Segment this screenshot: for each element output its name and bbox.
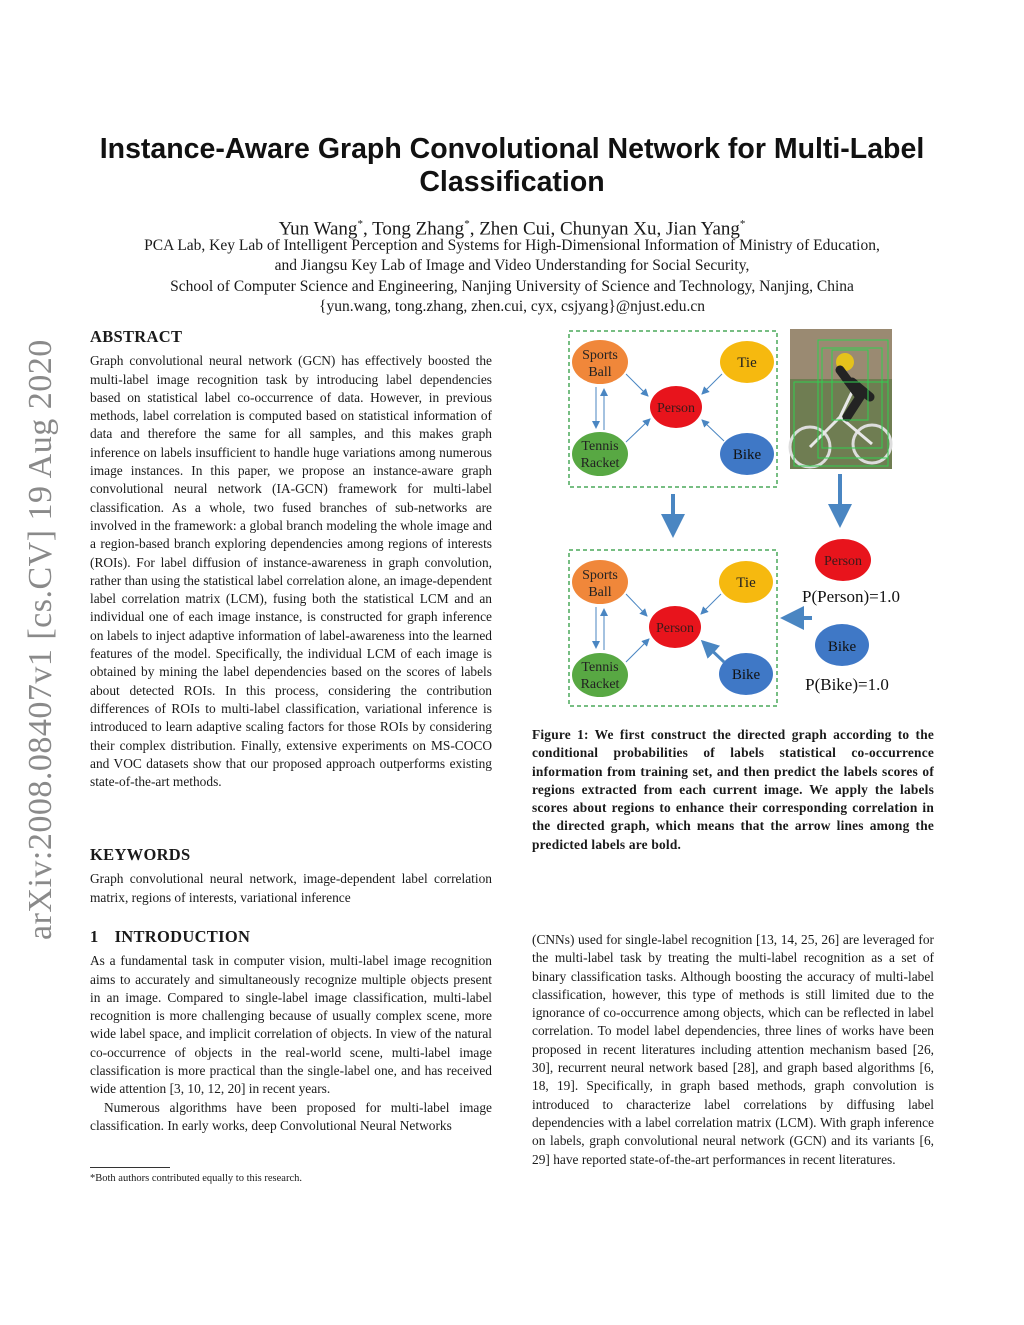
node-label: Tie — [737, 355, 757, 371]
edge-arrow — [626, 374, 648, 396]
author-mark: * — [357, 218, 363, 230]
affiliation-line: School of Computer Science and Engineering, Nanjing University of Science and Technology, Nanjing, China — [170, 277, 854, 295]
prob-person: P(Person)=1.0 — [802, 587, 900, 606]
node-label: Bike — [827, 639, 857, 655]
author-name: Yun Wang — [278, 218, 358, 240]
figure-1 — [560, 322, 945, 712]
intro-paragraph-2: Numerous algorithms have been proposed for multi-label image classification. In early works, deep Convolutional Neural Networks — [90, 1099, 492, 1133]
affiliation-line: and Jiangsu Key Lab of Image and Video Understanding for Social Security, — [274, 257, 750, 275]
author-mark: * — [739, 218, 746, 230]
footnote-rule — [90, 1167, 170, 1168]
affiliations — [80, 236, 944, 317]
node-label: Person — [823, 554, 863, 569]
node-label: Bike — [731, 667, 761, 683]
author-name: Zhen Cui — [479, 218, 551, 240]
author-mark: * — [464, 218, 470, 230]
intro-paragraph-1: As a fundamental task in computer vision, multi-label image recognition aims to accurately and simultaneously recognize multiple objects present in an image. Compared to single-label image classification, multi-label recognition is more challenging because of usually complex scene, more wide label space, and implicit correlation of objects. In view of the natural co-occurrence of objects in the real-world scene, multi-label image classification is more practical than the single-label one, and has received wide attention [3, 10, 12, 20] in recent years. — [90, 953, 492, 1097]
node-label: Tie — [736, 575, 756, 591]
node-label: Racket — [580, 677, 620, 692]
edge-arrow-bold — [703, 642, 724, 662]
section-title: INTRODUCTION — [114, 927, 251, 946]
figure-1-caption: Figure 1: We first construct the directed graph according to the conditional probabilities of labels statistical co-occurrence information from training set, and then predict the labels scores of regions extracted from each current image. We apply the labels scores about regions to enhance their corresponding correlation in the directed graph, which means that the arrow lines among the predicted labels are bold. — [532, 727, 934, 852]
keywords-section — [90, 846, 492, 907]
introduction-heading — [90, 928, 492, 946]
author-list: Yun Wang*, Tong Zhang*, Zhen Cui, Chunyan Xu, Jian Yang* — [278, 218, 746, 240]
abstract-section — [90, 328, 492, 791]
footnote: *Both authors contributed equally to this research. — [90, 1173, 302, 1184]
edge-arrow — [626, 594, 647, 616]
prob-bike: P(Bike)=1.0 — [805, 675, 889, 694]
node-label: Person — [655, 621, 695, 636]
edge-arrow — [626, 419, 650, 442]
author-emails: {yun.wang, tong.zhang, zhen.cui, cyx, csjyang}@njust.edu.cn — [319, 297, 705, 315]
node-label: Ball — [588, 585, 612, 600]
node-label: Tennis — [581, 660, 619, 675]
node-label: Ball — [588, 365, 612, 380]
author-name: Tong Zhang — [372, 218, 465, 240]
node-label: Tennis — [581, 439, 619, 454]
node-label: Sports — [582, 568, 618, 583]
node-label: Sports — [582, 348, 618, 363]
arxiv-identifier: arXiv:2008.08407v1 [cs.CV] 19 Aug 2020 — [22, 339, 59, 940]
figure-1-diagram — [560, 322, 945, 712]
keywords-text: Graph convolutional neural network, image-dependent label correlation matrix, regions of interests, variational inference — [90, 871, 492, 905]
affiliation-line: PCA Lab, Key Lab of Intelligent Perception and Systems for High-Dimensional Information of Ministry of Education, — [144, 237, 880, 254]
author-name: Chunyan Xu — [559, 218, 657, 240]
edge-arrow — [701, 594, 721, 614]
intro-paragraph-3: (CNNs) used for single-label recognition [13, 14, 25, 26] are leveraged for the multi-label task by treating the multi-label recognition as a set of binary classification tasks. Although boosting the accuracy of multi-label classification, however, this type of methods is still limited due to the ignorance of co-occurrence among objects, which can be reflected in label correlation. To model label dependencies, three lines of works have been proposed in recent literatures including attention mechanism based [26, 30], recurrent neural network based [28], and graph based algorithms [6, 18, 19]. Specifically, in graph based methods, graph convolution is introduced to characterize label correlations by diffusing label dependencies with a label correlation matrix (LCM). With graph inference on labels, graph convolutional neural network (GCN) and its variants [6, 29] have reported state-of-the-art performances in recent literatures. — [532, 932, 934, 1167]
abstract-text: Graph convolutional neural network (GCN) has effectively boosted the multi-label image recognition task by introducing label dependencies based on statistical label co-occurrence of data. However, in previous methods, label correlation is computed based on statistical information of data and therefore the same for all samples, and this makes graph inference on labels insufficient to handle huge variations among numerous image instances. In this paper, we propose an instance-aware graph convolutional neural network (IA-GCN) framework for multi-label classification. As a whole, two fused branches of sub-networks are involved in the framework: a global branch modeling the whole image and a region-based branch exploring dependencies among regions of interests (ROIs). For label diffusion of instance-awareness in graph convolution, rather than using the statistical label correlation alone, an image-dependent label correlation matrix (LCM), fusing both the statistical LCM and an individual one of each image instance, is constructed for graph inference on labels to inject adaptive information of label-awareness into the learned features of the model. Specifically, the individual LCM of each image is obtained by mining the label dependencies based on the scores of labels about detected ROIs. In this process, considering the contribution differences of ROIs to multi-label classification, variational inference is introduced to learn adaptive scaling factors for those ROIs by considering their complex distribution. Finally, extensive experiments on MS-COCO and VOC datasets show that our proposed approach outperforms existing state-of-the-art methods. — [90, 353, 492, 790]
edge-arrow — [702, 374, 722, 394]
edge-arrow — [702, 420, 724, 441]
abstract-heading: ABSTRACT — [90, 327, 183, 346]
paper-title: Instance-Aware Graph Convolutional Network for Multi-Label Classification — [99, 133, 925, 198]
edge-arrow — [626, 639, 649, 662]
section-number: 1 — [90, 927, 99, 946]
node-label: Bike — [732, 447, 762, 463]
introduction-section — [90, 928, 492, 1135]
node-label: Person — [656, 401, 696, 416]
author-name: Jian Yang — [666, 218, 740, 240]
keywords-heading: KEYWORDS — [90, 845, 191, 864]
node-label: Racket — [580, 456, 620, 471]
introduction-continued — [532, 931, 934, 1169]
cyclist-photo — [790, 329, 892, 469]
